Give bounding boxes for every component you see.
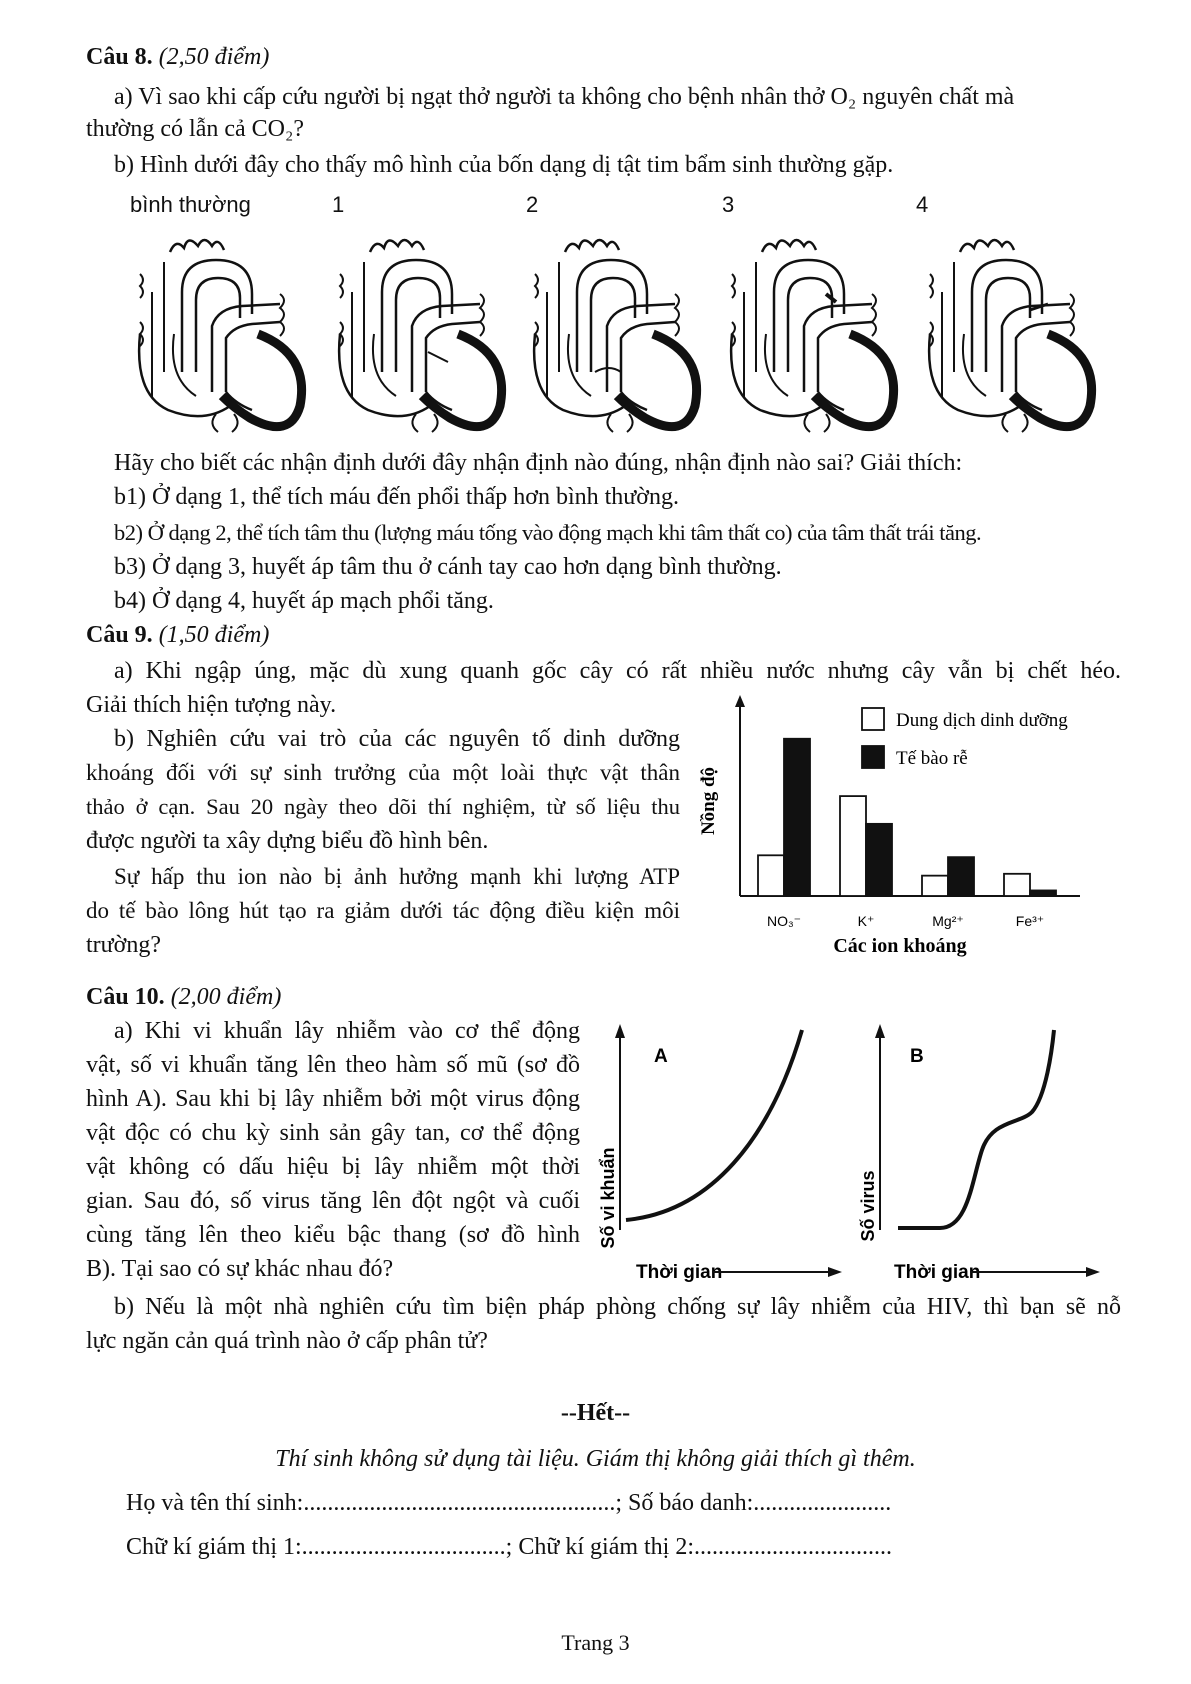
q8-b2: b2) Ở dạng 2, thể tích tâm thu (lượng máu tống vào động mạch khi tâm thất co) của tâm thất trái tăng. bbox=[114, 520, 982, 545]
x-tick-label-1: K⁺ bbox=[857, 913, 875, 929]
q8-a-line2: thường có lẫn cả CO₂? bbox=[86, 116, 305, 142]
graph-b-label: B bbox=[910, 1046, 924, 1067]
q10-a-line-8: B). Tại sao có sự khác nhau đó? bbox=[86, 1256, 394, 1282]
page-number: Trang 3 bbox=[561, 1630, 630, 1655]
heart-diagram-0 bbox=[130, 222, 330, 432]
graph-b-x-arrow bbox=[1086, 1267, 1100, 1277]
q10-b-line2: lực ngăn cản quá trình nào ở cấp phân tử? bbox=[86, 1328, 488, 1354]
heart-diagram-4 bbox=[920, 222, 1120, 432]
bar-root-0 bbox=[784, 739, 810, 896]
graph-b-ylabel: Số virus bbox=[858, 1170, 878, 1242]
q10-a-line-1: a) Khi vi khuẩn lây nhiễm vào cơ thể động bbox=[114, 1018, 580, 1044]
chart-xlabel: Các ion khoáng bbox=[833, 935, 967, 957]
heart-diagram-2 bbox=[525, 222, 725, 432]
q10-a-line-7: cùng tăng lên theo kiểu bậc thang (sơ đồ hình bbox=[86, 1222, 580, 1248]
exam-note: Thí sinh không sử dụng tài liệu. Giám thị không giải thích gì thêm. bbox=[275, 1446, 916, 1472]
q9-a-line1: a) Khi ngập úng, mặc dù xung quanh gốc cây có rất nhiều nước nhưng cây vẫn bị chết héo. bbox=[114, 658, 1121, 684]
legend-label-0: Dung dịch dinh dưỡng bbox=[896, 710, 1068, 731]
graph-a-y-arrow bbox=[615, 1024, 625, 1038]
proctor-signature-line: Chữ kí giám thị 1:..................................; Chữ kí giám thị 2:................................. bbox=[126, 1534, 893, 1560]
q9-title: Câu 9. bbox=[86, 622, 153, 648]
q10-a-line-5: vật không có dấu hiệu bị lây nhiễm một thời bbox=[86, 1154, 580, 1180]
graph-a-x-arrow bbox=[828, 1267, 842, 1277]
x-tick-label-0: NO₃⁻ bbox=[766, 913, 802, 929]
q8-b4: b4) Ở dạng 4, huyết áp mạch phổi tăng. bbox=[114, 588, 494, 614]
q8-a-line1: a) Vì sao khi cấp cứu người bị ngạt thở người ta không cho bệnh nhân thở O₂ nguyên chất mà bbox=[114, 84, 1015, 110]
q10-a-line-6: gian. Sau đó, số virus tăng lên đột ngột và cuối bbox=[86, 1188, 580, 1214]
q8-question: Hãy cho biết các nhận định dưới đây nhận định nào đúng, nhận định nào sai? Giải thích: bbox=[114, 450, 963, 476]
heart-diagram-3 bbox=[722, 222, 922, 432]
q9-b-line2: khoáng đối với sự sinh trưởng của một loài thực vật thân bbox=[86, 760, 680, 785]
q10-a-line-2: vật, số vi khuẩn tăng lên theo hàm số mũ (sơ đồ bbox=[86, 1052, 580, 1078]
chart-ylabel: Nồng độ bbox=[698, 766, 719, 836]
candidate-name-line: Họ và tên thí sinh:....................................................; Số báo danh:....................... bbox=[126, 1490, 892, 1516]
graph-b-y-arrow bbox=[875, 1024, 885, 1038]
heart-diagram-1 bbox=[330, 222, 530, 432]
legend-swatch-0 bbox=[862, 708, 884, 730]
q9-a-line2: Giải thích hiện tượng này. bbox=[86, 692, 337, 718]
graph-b-xlabel: Thời gian bbox=[894, 1262, 981, 1283]
q8-b3: b3) Ở dạng 3, huyết áp tâm thu ở cánh tay cao hơn dạng bình thường. bbox=[114, 554, 782, 580]
legend-label-1: Tế bào rễ bbox=[896, 748, 968, 769]
q9-points: (1,50 điểm) bbox=[158, 622, 270, 648]
q9-heading bbox=[86, 620, 269, 650]
q10-a-line-4: vật độc có chu kỳ sinh sản gây tan, cơ thể động bbox=[86, 1120, 580, 1146]
end-mark: --Hết-- bbox=[560, 1400, 631, 1426]
graph-a-curve bbox=[626, 1030, 802, 1220]
q8-b1: b1) Ở dạng 1, thể tích máu đến phổi thấp hơn bình thường. bbox=[114, 484, 679, 510]
bar-root-1 bbox=[866, 824, 892, 896]
q8-title: Câu 8. bbox=[86, 44, 153, 70]
graph-a-ylabel: Số vi khuẩn bbox=[598, 1147, 618, 1249]
bar-solution-1 bbox=[840, 796, 866, 896]
q10-b-line1: b) Nếu là một nhà nghiên cứu tìm biện pháp phòng chống sự lây nhiễm của HIV, thì bạn sẽ nỗ bbox=[114, 1294, 1121, 1320]
bar-root-2 bbox=[948, 857, 974, 896]
q10-points: (2,00 điểm) bbox=[170, 984, 282, 1010]
q8-points: (2,50 điểm) bbox=[158, 44, 270, 70]
graph-a-label: A bbox=[654, 1046, 668, 1067]
heart-label-4: 4 bbox=[916, 192, 929, 217]
y-axis-arrow bbox=[735, 695, 745, 707]
heart-label-1: 1 bbox=[332, 192, 345, 217]
heart-label-3: 3 bbox=[722, 192, 735, 217]
bar-solution-2 bbox=[922, 876, 948, 896]
heart-label-normal: bình thường bbox=[130, 192, 251, 217]
q8-b-intro: b) Hình dưới đây cho thấy mô hình của bốn dạng dị tật tim bẩm sinh thường gặp. bbox=[114, 152, 894, 178]
q9-b-line3: thảo ở cạn. Sau 20 ngày theo dõi thí nghiệm, từ số liệu thu bbox=[86, 794, 680, 819]
q10-title: Câu 10. bbox=[86, 984, 165, 1010]
heart-label-2: 2 bbox=[526, 192, 539, 217]
q9-b-line5: Sự hấp thu ion nào bị ảnh hưởng mạnh khi lượng ATP bbox=[114, 864, 680, 889]
bar-root-3 bbox=[1030, 890, 1056, 896]
bar-solution-3 bbox=[1004, 874, 1030, 896]
q10-heading bbox=[86, 982, 281, 1012]
growth-graphs bbox=[600, 1020, 1120, 1300]
graph-a-xlabel: Thời gian bbox=[636, 1262, 723, 1283]
q9-b-line6: do tế bào lông hút tạo ra giảm dưới tác động điều kiện môi bbox=[86, 898, 680, 923]
legend-swatch-1 bbox=[862, 746, 884, 768]
bar-solution-0 bbox=[758, 855, 784, 896]
q10-a-line-3: hình A). Sau khi bị lây nhiễm bởi một virus động bbox=[86, 1086, 580, 1112]
q9-b-line1: b) Nghiên cứu vai trò của các nguyên tố dinh dưỡng bbox=[114, 726, 680, 752]
q9-b-line4: được người ta xây dựng biểu đồ hình bên. bbox=[86, 828, 489, 854]
ion-concentration-chart bbox=[690, 696, 1090, 966]
x-tick-label-3: Fe³⁺ bbox=[1015, 913, 1045, 929]
q8-heading bbox=[86, 42, 269, 72]
q9-b-line7: trường? bbox=[86, 932, 162, 958]
x-tick-label-2: Mg²⁺ bbox=[932, 913, 964, 929]
